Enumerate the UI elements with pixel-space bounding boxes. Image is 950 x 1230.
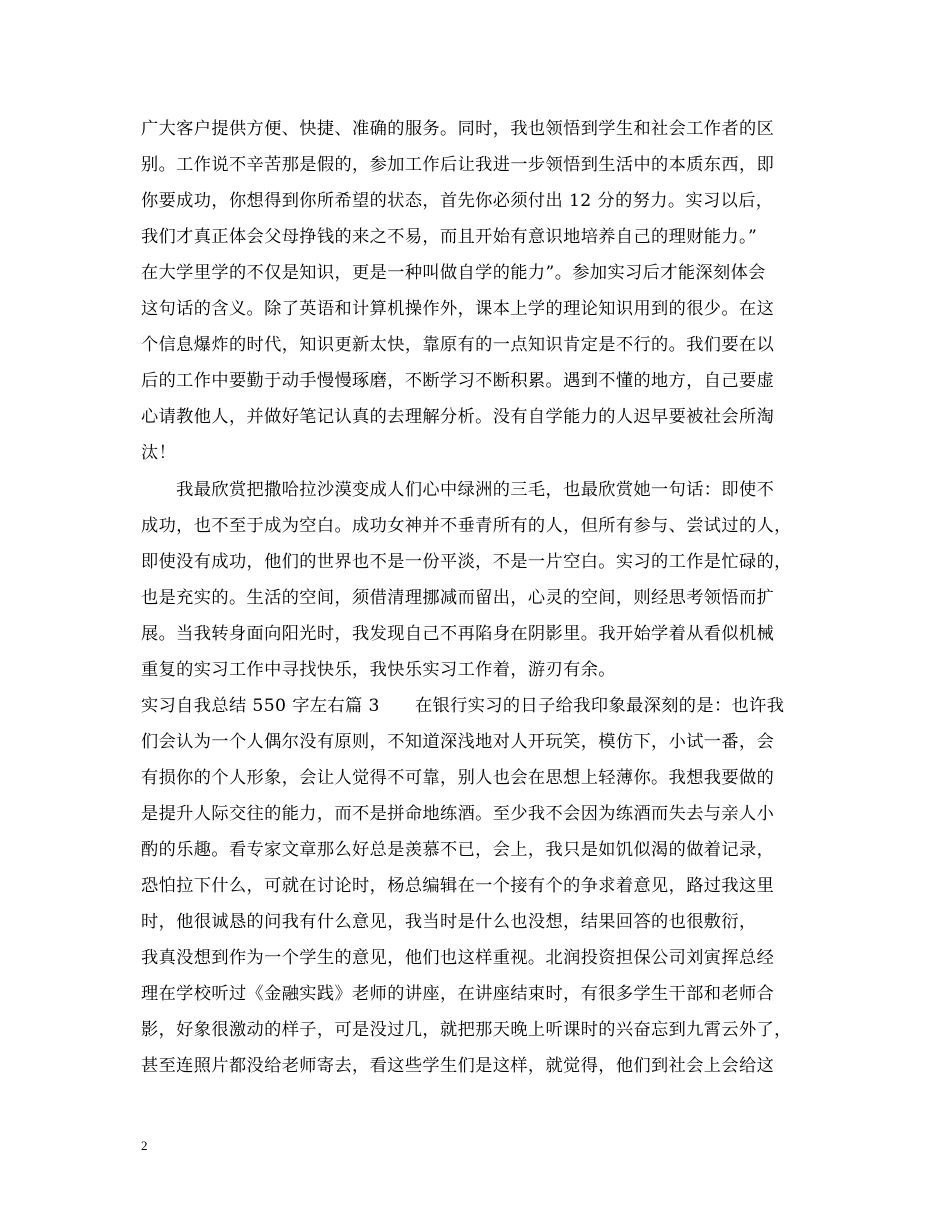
text-line: 别。工作说不辛苦那是假的，参加工作后让我进一步领悟到生活中的本质东西，即 xyxy=(141,155,775,175)
text-line: 理在学校听过《金融实践》老师的讲座，在讲座结束时，有很多学生干部和老师合 xyxy=(141,984,775,1004)
text-line: 们会认为一个人偶尔没有原则，不知道深浅地对人开玩笑，模仿下，小试一番，会 xyxy=(141,732,775,752)
text-line: 即使没有成功，他们的世界也不是一份平淡，不是一片空白。实习的工作是忙碌的， xyxy=(141,552,792,572)
text-line: 影，好象很激动的样子，可是没过几，就把那天晚上听课时的兴奋忘到九霄云外了， xyxy=(141,1020,792,1040)
text-line: 是提升人际交往的能力，而不是拼命地练酒。至少我不会因为练酒而失去与亲人小 xyxy=(141,804,775,824)
text-line: 甚至连照片都没给老师寄去，看这些学生们是这样，就觉得，他们到社会上会给这 xyxy=(141,1056,775,1076)
text-line: 恐怕拉下什么，可就在讨论时，杨总编辑在一个接有个的争求着意见，路过我这里 xyxy=(141,876,775,896)
text-line: 我真没想到作为一个学生的意见，他们也这样重视。北润投资担保公司刘寅挥总经 xyxy=(141,948,775,968)
text-line: 个信息爆炸的时代，知识更新太快，靠原有的一点知识肯定是不行的。我们要在以 xyxy=(141,335,775,355)
text-line: 时，他很诚恳的问我有什么意见，我当时是什么也没想，结果回答的也很敷衍， xyxy=(141,912,757,932)
text-line: 你要成功，你想得到你所希望的状态，首先你必须付出 12 分的努力。实习以后， xyxy=(141,191,774,211)
text-line: 有损你的个人形象，会让人觉得不可靠，别人也会在思想上轻薄你。我想我要做的 xyxy=(141,768,775,788)
text-line: 汰！ xyxy=(141,443,177,463)
text-line: 展。当我转身面向阳光时，我发现自己不再陷身在阴影里。我开始学着从看似机械 xyxy=(141,624,775,644)
text-line: 重复的实习工作中寻找快乐，我快乐实习工作着，游刃有余。 xyxy=(141,660,616,680)
text-line: 酌的乐趣。看专家文章那么好总是羡慕不已，会上，我只是如饥似渴的做着记录， xyxy=(141,840,775,860)
text-line: 后的工作中要勤于动手慢慢琢磨，不断学习不断积累。遇到不懂的地方，自己要虚 xyxy=(141,371,775,391)
text-line: 广大客户提供方便、快捷、准确的服务。同时，我也领悟到学生和社会工作者的区 xyxy=(141,119,775,139)
text-line: 成功，也不至于成为空白。成功女神并不垂青所有的人，但所有参与、尝试过的人， xyxy=(141,516,792,536)
section-heading-line: 实习自我总结 550 字左右篇 3 在银行实习的日子给我印象最深刻的是：也许我 xyxy=(141,696,785,716)
text-line: 心请教他人，并做好笔记认真的去理解分析。没有自学能力的人迟早要被社会所淘 xyxy=(141,407,775,427)
text-line: 我们才真正体会父母挣钱的来之不易，而且开始有意识地培养自己的理财能力。” xyxy=(141,227,758,247)
text-line: 我最欣赏把撒哈拉沙漠变成人们心中绿洲的三毛，也最欣赏她一句话：即使不 xyxy=(141,480,775,500)
text-line: 在大学里学的不仅是知识，更是一种叫做自学的能力”。参加实习后才能深刻体会 xyxy=(141,263,766,283)
text-line: 这句话的含义。除了英语和计算机操作外，课本上学的理论知识用到的很少。在这 xyxy=(141,299,775,319)
page-number: 2 xyxy=(141,1138,148,1153)
text-line: 也是充实的。生活的空间，须借清理挪减而留出，心灵的空间，则经思考领悟而扩 xyxy=(141,588,775,608)
